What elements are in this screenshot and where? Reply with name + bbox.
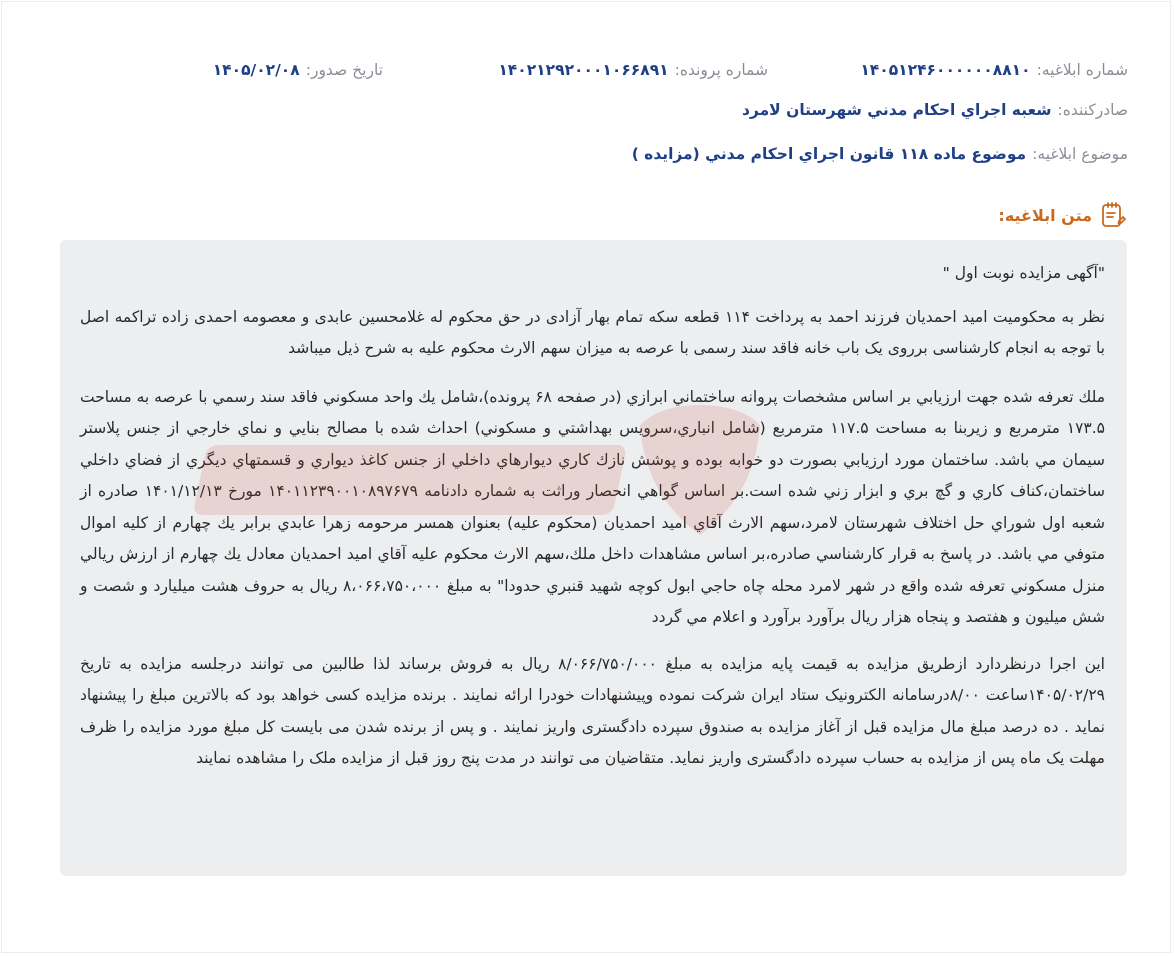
issuer-value: شعبه اجراي احكام مدني شهرستان لامرد	[741, 101, 1052, 119]
issue-date-label: تاریخ صدور:	[305, 61, 383, 79]
issuer-label: صادرکننده:	[1057, 101, 1128, 119]
case-number-label: شماره پرونده:	[674, 61, 768, 79]
issuer	[742, 101, 1128, 119]
notice-number-label: شماره ابلاغیه:	[1036, 61, 1128, 79]
notice-paragraph-3: این اجرا درنظردارد ازطریق مزایده به قیمت پایه مزایده به مبلغ ۸/۰۶۶/۷۵۰/۰۰۰ ریال به فروش برساند لذا طالبین می توانند درجلسه مزایده به تاریخ ۱۴۰۵/۰۲/۲۹ساعت ۸/۰۰درسامانه الکترونیک ستاد ایران شرکت نموده وپیشنهادات خودرا ارائه نمایند . برنده مزایده کسی خواهد بود که بالاترین مبلغ را پیشنهاد نماید . ده درصد مبلغ مال مزایده قبل از آغاز مزایده به صندوق سپرده دادگستری واریز نمایند . و پس از برنده شدن می بایست کل مبلغ مورد مزایده را ظرف مهلت یک ماه پس از مزایده به حساب سپرده دادگستری واریز نماید. متقاضیان می توانند در مدت پنج روز قبل از مزایده ملک را مشاهده نمایند	[80, 654, 1105, 767]
notice-number	[768, 61, 1128, 79]
subject	[632, 145, 1128, 163]
meta-row-subject	[46, 141, 1128, 167]
notice-paragraph-2: ملك تعرفه شده جهت ارزيابي بر اساس مشخصات پروانه ساختماني ابرازي (در صفحه ۶۸ پرونده)،شامل يك واحد مسكوني فاقد سند رسمي با عرصه به مساحت ۱۷۳.۵ مترمربع و زيربنا به مساحت ۱۱۷.۵ مترمربع (شامل انباري،سرويس بهداشتي و مسكوني) احداث شده با مصالح بنايي و نماي خارجي از جنس پلاستر سيمان مي باشد. ساختمان مورد ارزيابي بصورت دو خوابه بوده و پوشش نازك كاري ديوارهاي داخلي از جنس كاغذ ديواري و قسمتهاي ديگري از فضاي داخلي ساختمان،كناف كاري و گچ بري و ابزار زني شده است.بر اساس گواهي انحصار وراثت به شماره دادنامه ۱۴۰۱۱۲۳۹۰۰۱۰۸۹۷۶۷۹ مورخ ۱۴۰۱/۱۲/۱۳ صادره از شعبه اول شوراي حل اختلاف شهرستان لامرد،سهم الارث آقاي اميد احمديان (محكوم عليه) بعنوان همسر مرحومه زهرا عابدي برابر يك چهارم از كليه اموال متوفي مي باشد. در پاسخ به قرار كارشناسي صادره،بر اساس مشاهدات داخل ملك،سهم الارث محكوم عليه آقاي اميد احمديان معادل يك چهارم از ارزش ريالي منزل مسكوني تعرفه شده واقع در شهر لامرد محله چاه حاجي ابول كوچه شهيد قنبري حدودا" به مبلغ ۸،۰۶۶،۷۵۰،۰۰۰ ريال به حروف هشت ميليارد و شصت و شش ميليون و هفتصد و پنجاه هزار ريال برآورد برآورد و اعلام مي گردد	[80, 387, 1106, 626]
notice-text-box	[60, 240, 1127, 876]
section-title-text: متن ابلاغیه:	[998, 205, 1092, 225]
meta-row-issuer	[46, 97, 1128, 123]
subject-value: موضوع ماده ۱۱۸ قانون اجراي احكام مدني (مزايده )	[631, 145, 1027, 163]
case-number	[383, 61, 768, 79]
subject-label: موضوع ابلاغیه:	[1032, 145, 1128, 163]
notice-heading: "آگهی مزایده نوبت اول "	[942, 264, 1105, 282]
notice-number-value: ۱۴۰۵۱۲۴۶۰۰۰۰۰۰۸۸۱۰	[860, 61, 1031, 79]
notice-paragraph-1: نظر به محکومیت امید احمدیان فرزند احمد به پرداخت ۱۱۴ قطعه سکه تمام بهار آزادی در حق محکوم له غلامحسین عابدی و معصومه احمدی زاده تراکمه اصل با توجه به انجام کارشناسی برروی یک باب خانه فاقد سند رسمی با عرصه به میزان سهم الارث محکوم علیه به شرح ذیل میباشد	[80, 307, 1105, 357]
issue-date-value: ۱۴۰۵/۰۲/۰۸	[212, 61, 300, 79]
meta-row-numbers	[46, 57, 1128, 83]
notepad-icon	[1100, 201, 1126, 229]
issue-date	[213, 61, 383, 79]
section-title	[998, 200, 1126, 230]
case-number-value: ۱۴۰۲۱۲۹۲۰۰۰۱۰۶۶۸۹۱	[498, 61, 669, 79]
